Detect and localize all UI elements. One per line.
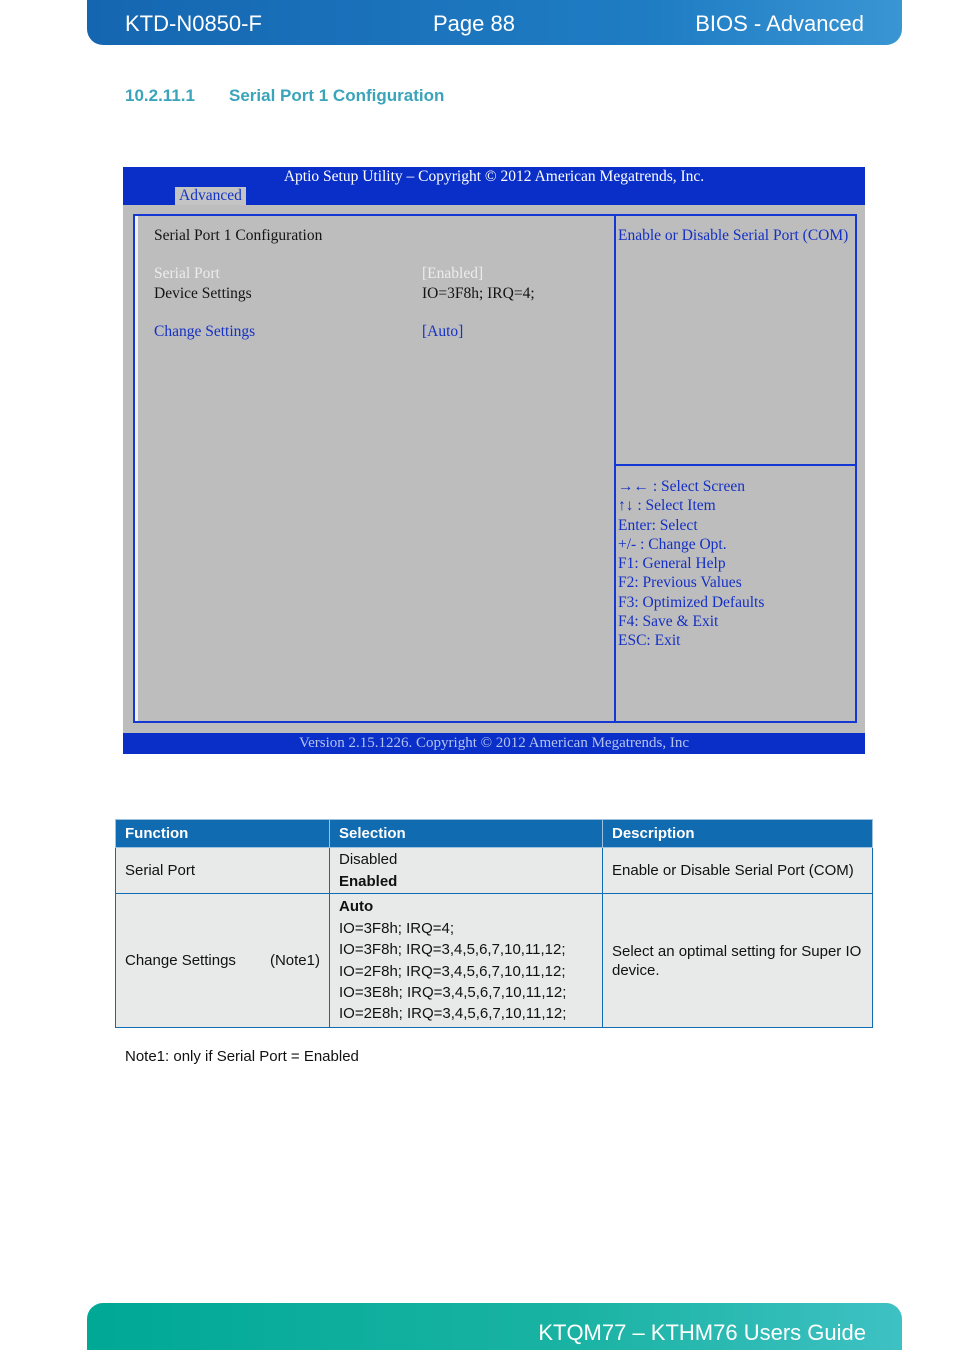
bios-title-bar xyxy=(123,167,865,205)
function-note: (Note1) xyxy=(269,951,320,969)
serial-port-value: [Enabled] xyxy=(422,265,484,282)
table-note: Note1: only if Serial Port = Enabled xyxy=(125,1048,359,1065)
description-cell: Select an optimal setting for Super IO device. xyxy=(603,894,873,1028)
settings-table xyxy=(115,819,873,1028)
page-number: Page 88 xyxy=(433,11,515,36)
tab-advanced[interactable]: Advanced xyxy=(175,187,246,205)
key-select-screen: →← : Select Screen xyxy=(618,478,745,495)
table-row xyxy=(116,848,873,894)
key-change-opt: +/- : Change Opt. xyxy=(618,535,727,553)
function-cell: Serial Port xyxy=(116,848,330,894)
key-f1: F1: General Help xyxy=(618,555,726,573)
bios-frame-highlight xyxy=(135,216,138,721)
header-function: Function xyxy=(116,820,330,848)
selection-option: IO=2F8h; IRQ=3,4,5,6,7,10,11,12; xyxy=(339,962,566,980)
device-settings-label: Device Settings xyxy=(154,285,252,302)
selection-option: IO=3F8h; IRQ=4; xyxy=(339,919,455,937)
bios-page-heading: Serial Port 1 Configuration xyxy=(154,227,323,244)
selection-cell xyxy=(330,848,603,894)
device-settings-value: IO=3F8h; IRQ=4; xyxy=(422,285,535,302)
key-f2: F2: Previous Values xyxy=(618,574,742,592)
serial-port-label: Serial Port xyxy=(154,265,220,282)
bios-screenshot xyxy=(123,167,865,754)
function-name: Change Settings xyxy=(125,951,236,969)
description-cell: Enable or Disable Serial Port (COM) xyxy=(603,848,873,894)
section-title: Serial Port 1 Configuration xyxy=(229,86,445,105)
header-description: Description xyxy=(603,820,873,848)
bios-title: Aptio Setup Utility – Copyright © 2012 American Megatrends, Inc. xyxy=(283,168,705,185)
bios-key-legend xyxy=(618,477,764,651)
selection-option-default: Enabled xyxy=(339,872,398,890)
change-settings-value[interactable]: [Auto] xyxy=(422,323,464,340)
footer-title: KTQM77 – KTHM76 Users Guide xyxy=(538,1320,866,1345)
selection-option: Disabled xyxy=(339,851,398,869)
bios-version-bar: Version 2.15.1226. Copyright © 2012 American Megatrends, Inc xyxy=(123,733,865,754)
key-select-item: ↑↓ : Select Item xyxy=(618,497,716,515)
function-cell xyxy=(116,894,330,1028)
bios-horizontal-divider xyxy=(616,464,857,466)
selection-cell xyxy=(330,894,603,1028)
selection-option: IO=3E8h; IRQ=3,4,5,6,7,10,11,12; xyxy=(339,983,567,1001)
table-header-row xyxy=(116,820,873,848)
header-selection: Selection xyxy=(330,820,603,848)
page-header xyxy=(87,0,902,45)
bios-vertical-divider xyxy=(614,214,616,723)
page-footer xyxy=(87,1303,902,1350)
key-enter: Enter: Select xyxy=(618,516,698,534)
change-settings-item[interactable]: Change Settings xyxy=(154,323,256,340)
section-number: 10.2.11.1 xyxy=(125,86,195,105)
selection-option: IO=2E8h; IRQ=3,4,5,6,7,10,11,12; xyxy=(339,1005,567,1023)
bios-help-text: Enable or Disable Serial Port (COM) xyxy=(618,227,849,244)
selection-option: IO=3F8h; IRQ=3,4,5,6,7,10,11,12; xyxy=(339,941,566,959)
key-f4: F4: Save & Exit xyxy=(618,613,719,631)
key-f3: F3: Optimized Defaults xyxy=(618,593,765,611)
key-esc: ESC: Exit xyxy=(618,632,681,650)
selection-option-default: Auto xyxy=(339,898,374,916)
doc-id: KTD-N0850-F xyxy=(125,11,262,36)
table-row xyxy=(116,894,873,1028)
chapter-title: BIOS - Advanced xyxy=(695,11,864,36)
